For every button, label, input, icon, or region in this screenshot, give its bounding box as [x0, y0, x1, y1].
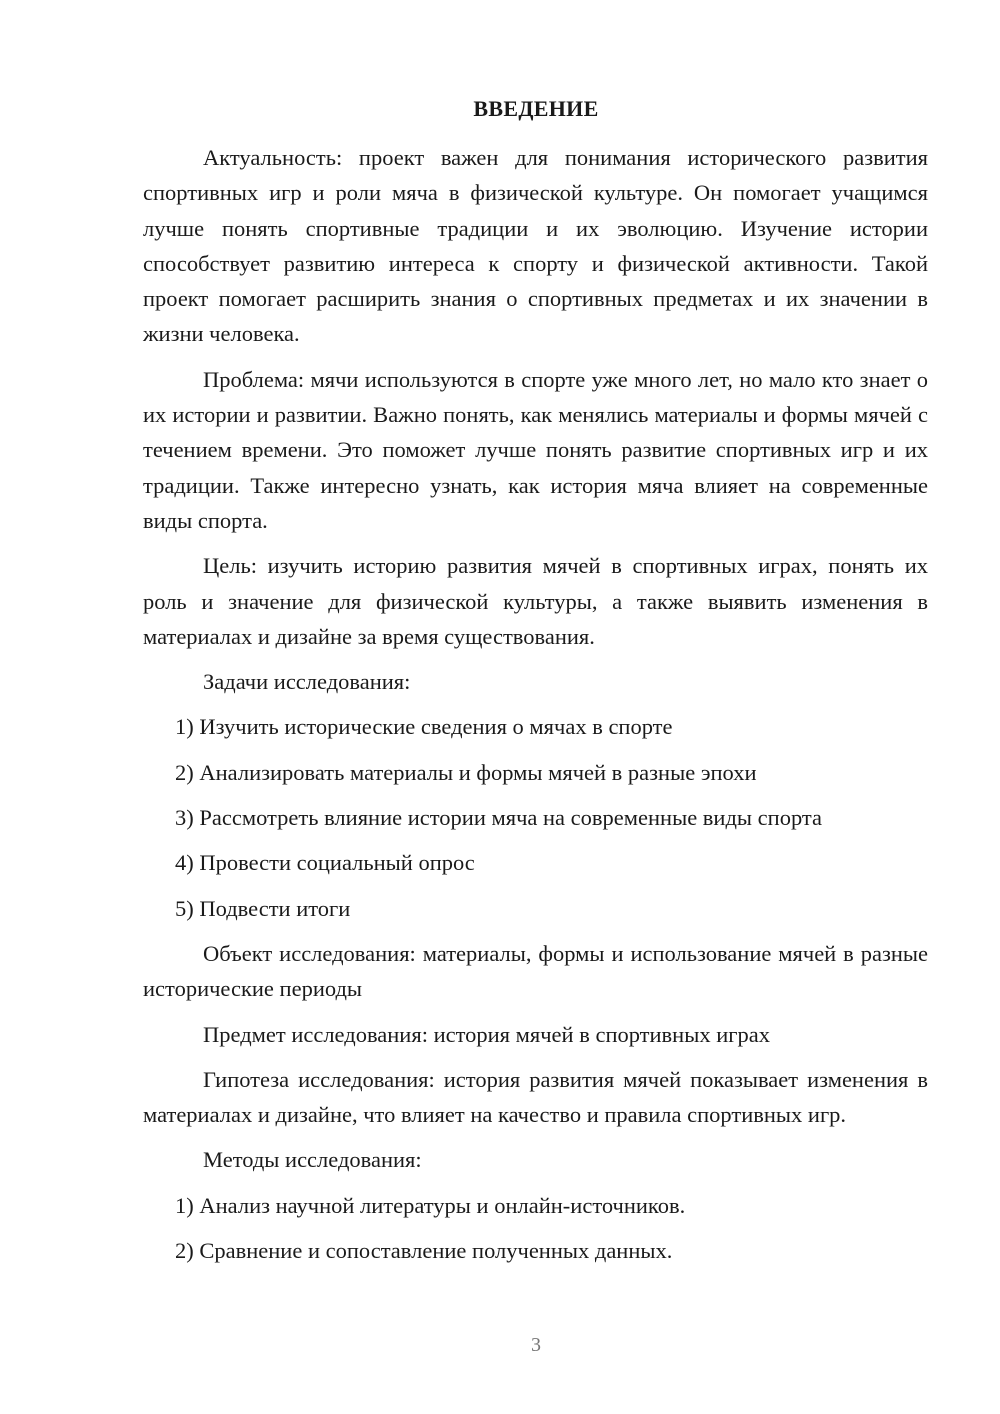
- task-item-5: 5) Подвести итоги: [175, 895, 351, 921]
- goal-paragraph: Цель: изучить историю развития мячей в спортивных играх, понять их роль и значение для физической культуры, а также выявить изменения в материалах и дизайне за время существования.: [143, 553, 928, 649]
- task-item-2: 2) Анализировать материалы и формы мячей в разные эпохи: [175, 759, 757, 785]
- subject-paragraph: Предмет исследования: история мячей в спортивных играх: [203, 1021, 770, 1047]
- page-content: [143, 140, 928, 1278]
- page-title: ВВЕДЕНИЕ: [473, 96, 599, 121]
- relevance-paragraph: Актуальность: проект важен для понимания исторического развития спортивных игр и роли мяча в физической культуре. Он помогает учащимся лучше понять спортивные традиции и их эволюцию. Изучение истории способствует развитию интереса к спорту и физической активности. Такой проект помогает расширить знания о спортивных предметах и их значении в жизни человека.: [143, 145, 928, 347]
- object-paragraph: Объект исследования: материалы, формы и использование мячей в разные исторические периоды: [143, 940, 928, 1002]
- page-number: 3: [531, 1334, 541, 1356]
- method-item-2: 2) Сравнение и сопоставление полученных данных.: [175, 1238, 673, 1264]
- task-item-1: 1) Изучить исторические сведения о мячах в спорте: [175, 714, 673, 740]
- task-item-4: 4) Провести социальный опрос: [175, 850, 475, 876]
- methods-heading: Методы исследования:: [203, 1147, 422, 1173]
- hypothesis-paragraph: Гипотеза исследования: история развития мячей показывает изменения в материалах и дизайне, что влияет на качество и правила спортивных игр.: [143, 1066, 928, 1128]
- method-item-1: 1) Анализ научной литературы и онлайн-источников.: [175, 1192, 686, 1218]
- tasks-heading: Задачи исследования:: [203, 669, 411, 695]
- problem-paragraph: Проблема: мячи используются в спорте уже много лет, но мало кто знает о их истории и развитии. Важно понять, как менялись материалы и формы мячей с течением времени. Это поможет лучше понять развитие спортивных игр и их традиции. Также интересно узнать, как история мяча влияет на современные виды спорта.: [143, 366, 928, 533]
- task-item-3: 3) Рассмотреть влияние истории мяча на современные виды спорта: [175, 805, 822, 831]
